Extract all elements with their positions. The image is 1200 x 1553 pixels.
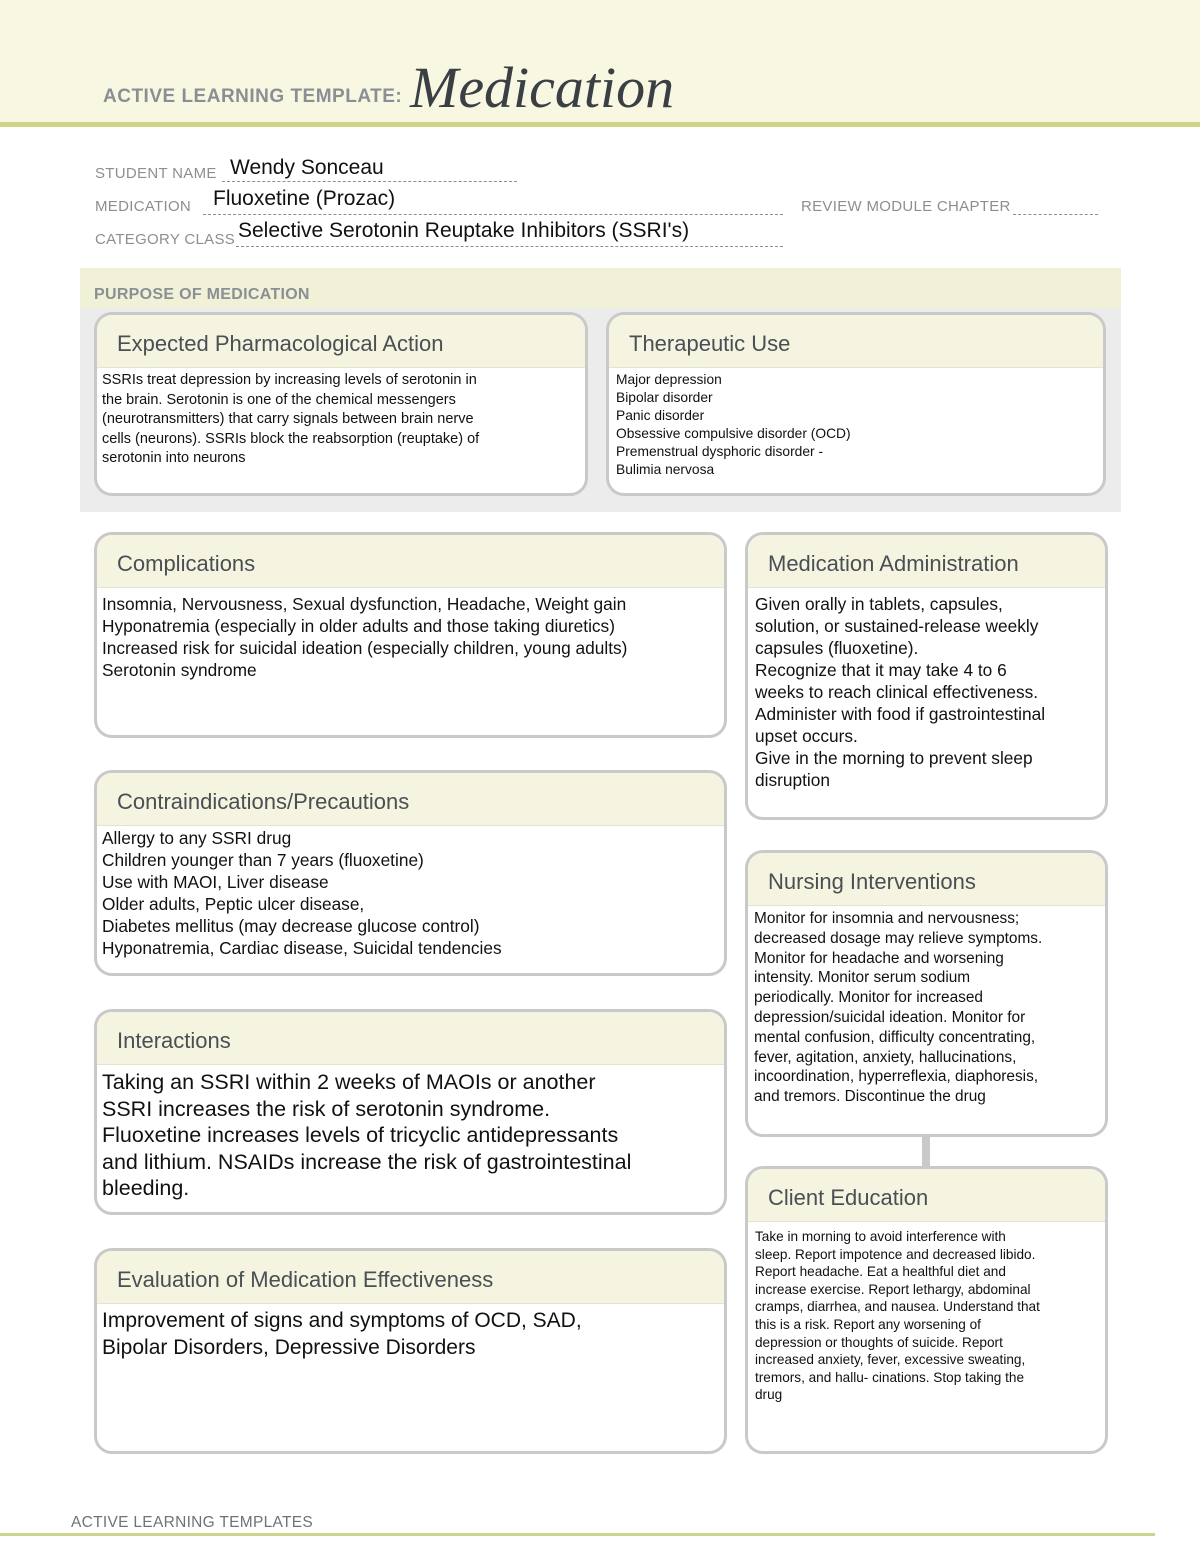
expected-action-text[interactable]: SSRIs treat depression by increasing levels of serotonin in the brain. Serotonin is one of the chemical messengers (neurotransmitters) that carry signals between brain nerve cells (neurons). SSRIs block the reabsorption (reuptake) of serotonin into neurons	[102, 372, 480, 466]
contraindications-box	[94, 770, 727, 976]
review-module-label: REVIEW MODULE CHAPTER	[801, 198, 1011, 215]
nursing-interventions-box	[745, 850, 1108, 1137]
box-connector	[922, 1134, 930, 1166]
nursing-interventions-title: Nursing Interventions	[748, 853, 1105, 906]
footer-rule	[0, 1533, 1155, 1536]
evaluation-box	[94, 1248, 727, 1454]
template-label: ACTIVE LEARNING TEMPLATE:	[103, 86, 403, 107]
complications-text[interactable]: Insomnia, Nervousness, Sexual dysfunction, Headache, Weight gain Hyponatremia (especially in older adults and those taking diuretics) Increased risk for suicidal ideation (especially children, young adults) Serotonin syndrome	[102, 594, 628, 680]
evaluation-text[interactable]: Improvement of signs and symptoms of OCD, SAD, Bipolar Disorders, Depressive Disorders	[102, 1309, 582, 1359]
student-name-field[interactable]: Wendy Sonceau	[230, 156, 384, 179]
category-class-line	[236, 246, 783, 247]
client-education-text[interactable]: Take in morning to avoid interference with sleep. Report impotence and decreased libido. Report headache. Eat a healthful diet and increase exercise. Report lethargy, abdominal cramps, diarrhea, and nausea. Understand that this is a risk. Report any worsening of depression or thoughts of suicide. Report increased anxiety, fever, excessive sweating, tremors, and hallu- cinations. Stop taking the drug	[755, 1229, 1040, 1403]
medication-field[interactable]: Fluoxetine (Prozac)	[213, 187, 396, 210]
header-rule	[0, 122, 1200, 127]
complications-box	[94, 532, 727, 738]
student-name-line	[222, 181, 517, 182]
evaluation-title: Evaluation of Medication Effectiveness	[97, 1251, 724, 1304]
template-title: Medication	[410, 55, 675, 120]
category-class-label: CATEGORY CLASS	[95, 231, 236, 248]
review-module-field[interactable]	[1013, 214, 1098, 215]
therapeutic-use-box	[606, 312, 1106, 496]
interactions-title: Interactions	[97, 1012, 724, 1065]
contraindications-title: Contraindications/Precautions	[97, 773, 724, 826]
administration-title: Medication Administration	[748, 535, 1105, 588]
contraindications-text[interactable]: Allergy to any SSRI drug Children younger than 7 years (fluoxetine) Use with MAOI, Liver disease Older adults, Peptic ulcer disease, Diabetes mellitus (may decrease glucose control) Hyponatremia, Cardiac disease, Suicidal tendencies	[102, 828, 502, 958]
category-class-field[interactable]: Selective Serotonin Reuptake Inhibitors (SSRI's)	[238, 219, 690, 242]
medication-line	[203, 214, 783, 215]
nursing-interventions-text[interactable]: Monitor for insomnia and nervousness; decreased dosage may relieve symptoms. Monitor for headache and worsening intensity. Monitor serum sodium periodically. Monitor for increased depression/suicidal ideation. Monitor for mental confusion, difficulty concentrating, fever, agitation, anxiety, hallucinations, incoordination, hyperreflexia, diaphoresis, and tremors. Discontinue the drug	[754, 910, 1043, 1106]
interactions-box	[94, 1009, 727, 1215]
administration-box	[745, 532, 1108, 820]
complications-title: Complications	[97, 535, 724, 588]
therapeutic-use-text[interactable]: Major depression Bipolar disorder Panic disorder Obsessive compulsive disorder (OCD) Premenstrual dysphoric disorder - Bulimia nervosa	[616, 372, 851, 477]
medication-label: MEDICATION	[95, 198, 192, 215]
purpose-label: PURPOSE OF MEDICATION	[94, 286, 310, 303]
client-education-box	[745, 1166, 1108, 1454]
therapeutic-use-title: Therapeutic Use	[609, 315, 1103, 368]
expected-action-title: Expected Pharmacological Action	[97, 315, 585, 368]
interactions-text[interactable]: Taking an SSRI within 2 weeks of MAOIs or another SSRI increases the risk of serotonin syndrome. Fluoxetine increases levels of tricyclic antidepressants and lithium. NSAIDs increase the risk of gastrointestinal bleeding.	[102, 1070, 632, 1200]
client-education-title: Client Education	[748, 1169, 1105, 1222]
student-name-label: STUDENT NAME	[95, 165, 217, 182]
administration-text[interactable]: Given orally in tablets, capsules, solution, or sustained-release weekly capsules (fluoxetine). Recognize that it may take 4 to 6 weeks to reach clinical effectiveness. Administer with food if gastrointestinal upset occurs. Give in the morning to prevent sleep disruption	[755, 594, 1046, 790]
expected-action-box	[94, 312, 588, 496]
footer-label: ACTIVE LEARNING TEMPLATES	[71, 1514, 314, 1531]
